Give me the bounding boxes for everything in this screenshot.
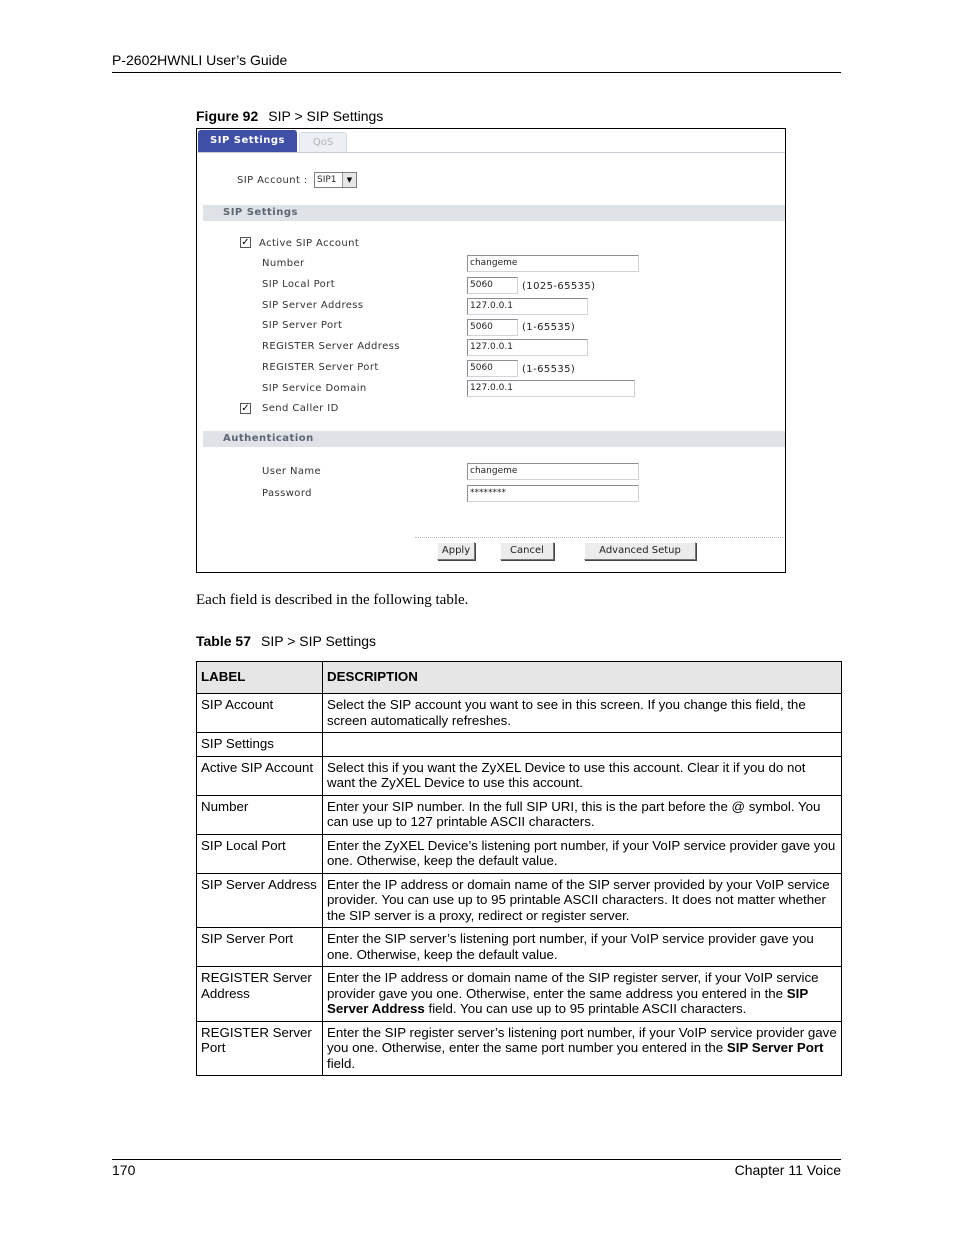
row-description: Select the SIP account you want to see in this screen. If you change this field, the screen automatically refreshes. [323,694,842,733]
sip-server-port-range: (1-65535) [522,322,576,333]
row-description [323,733,842,757]
table-header-row [197,662,842,694]
row-label: REGISTER Server Port [197,1021,323,1076]
desc-text: Enter the SIP register server’s listening port number, if your VoIP service provider gave you one. Otherwise, enter the same port number you entered in the [327,1024,837,1055]
page-number: 170 [112,1162,136,1178]
register-server-port-range: (1-65535) [522,364,576,375]
desc-text: field. [327,1055,356,1071]
button-divider [415,537,783,538]
footer-rule [112,1159,841,1160]
figure-title: SIP > SIP Settings [268,108,384,124]
desc-text: field. You can use up to 95 printable ASCII characters. [424,1001,747,1016]
table-row [197,756,842,795]
sip-local-port-input[interactable]: 5060 [467,277,518,294]
table-row [197,873,842,928]
table-row [197,795,842,834]
tab-sip-settings[interactable]: SIP Settings [198,130,297,152]
figure-label: Figure 92 [196,108,259,124]
user-name-label: User Name [262,466,322,477]
register-server-address-label: REGISTER Server Address [262,341,400,352]
sip-server-address-input[interactable]: 127.0.0.1 [467,298,588,315]
number-input[interactable]: changeme [467,255,639,272]
authentication-section-header: Authentication [203,431,785,447]
desc-bold-term: SIP Server Address [327,985,808,1016]
number-label: Number [262,258,305,269]
user-name-input[interactable]: changeme [467,463,639,480]
sip-server-address-label: SIP Server Address [262,300,364,311]
row-label: Active SIP Account [197,756,323,795]
table-row [197,1021,842,1076]
sip-account-select[interactable] [314,172,357,188]
table-row [197,928,842,967]
sip-service-domain-input[interactable]: 127.0.0.1 [467,380,635,397]
table-row [197,733,842,757]
intro-paragraph: Each field is described in the following table. [196,592,469,608]
register-server-port-label: REGISTER Server Port [262,362,379,373]
figure-caption [196,108,383,124]
row-label: SIP Settings [197,733,323,757]
table-row [197,834,842,873]
active-sip-account-label: Active SIP Account [259,238,360,249]
tab-qos[interactable]: QoS [299,132,347,152]
row-description: Enter the ZyXEL Device’s listening port number, if your VoIP service provider gave you one. Otherwise, keep the default value. [323,834,842,873]
sip-local-port-label: SIP Local Port [262,279,336,290]
row-description [323,1021,842,1076]
register-server-port-input[interactable]: 5060 [467,360,518,377]
row-description: Select this if you want the ZyXEL Device to use this account. Clear it if you do not want the ZyXEL Device to use this account. [323,756,842,795]
chevron-down-icon[interactable]: ▼ [342,173,356,187]
desc-text: Enter the IP address or domain name of the SIP register server, if your VoIP service provider gave you one. Otherwise, enter the same address you entered in the [327,970,819,1001]
sip-account-label: SIP Account : [237,175,308,186]
row-description [323,967,842,1022]
sip-local-port-range: (1025-65535) [522,281,596,292]
table-caption [196,633,376,649]
advanced-setup-button[interactable]: Advanced Setup [584,542,696,560]
sip-service-domain-label: SIP Service Domain [262,383,367,394]
sip-settings-screenshot [196,128,786,573]
field-description-table [196,661,842,1076]
desc-bold-term: SIP Server Port [726,1040,824,1055]
row-label: SIP Server Address [197,873,323,928]
column-header-description: DESCRIPTION [323,662,842,694]
table-row [197,694,842,733]
table-label: Table 57 [196,633,251,649]
table-title: SIP > SIP Settings [261,633,377,649]
row-description: Enter the SIP server’s listening port number, if your VoIP service provider gave you one. Otherwise, keep the default value. [323,928,842,967]
tab-strip [197,129,785,153]
row-description: Enter the IP address or domain name of the SIP server provided by your VoIP service provider. You can use up to 95 printable ASCII characters. It does not matter whether the SIP server is a proxy, redirect or register server. [323,873,842,928]
header-rule [112,72,841,73]
column-header-label: LABEL [197,662,323,694]
row-label: SIP Local Port [197,834,323,873]
sip-server-port-label: SIP Server Port [262,320,343,331]
row-description: Enter your SIP number. In the full SIP URI, this is the part before the @ symbol. You can use up to 127 printable ASCII characters. [323,795,842,834]
active-sip-account-checkbox[interactable]: ✓ [241,237,250,248]
row-label: Number [197,795,323,834]
register-server-address-input[interactable]: 127.0.0.1 [467,339,588,356]
row-label: SIP Server Port [197,928,323,967]
sip-server-port-input[interactable]: 5060 [467,319,518,336]
password-input[interactable]: ******** [467,485,639,502]
running-header: P-2602HWNLI User’s Guide [112,52,288,68]
table-row [197,967,842,1022]
sip-account-value: SIP1 [317,175,337,185]
apply-button[interactable]: Apply [437,542,475,560]
send-caller-id-label: Send Caller ID [262,403,339,414]
password-label: Password [262,488,312,499]
row-label: REGISTER Server Address [197,967,323,1022]
chapter-title: Chapter 11 Voice [734,1162,841,1178]
cancel-button[interactable]: Cancel [500,542,554,560]
sip-settings-section-header: SIP Settings [203,205,785,221]
row-label: SIP Account [197,694,323,733]
send-caller-id-checkbox[interactable]: ✓ [241,403,250,414]
